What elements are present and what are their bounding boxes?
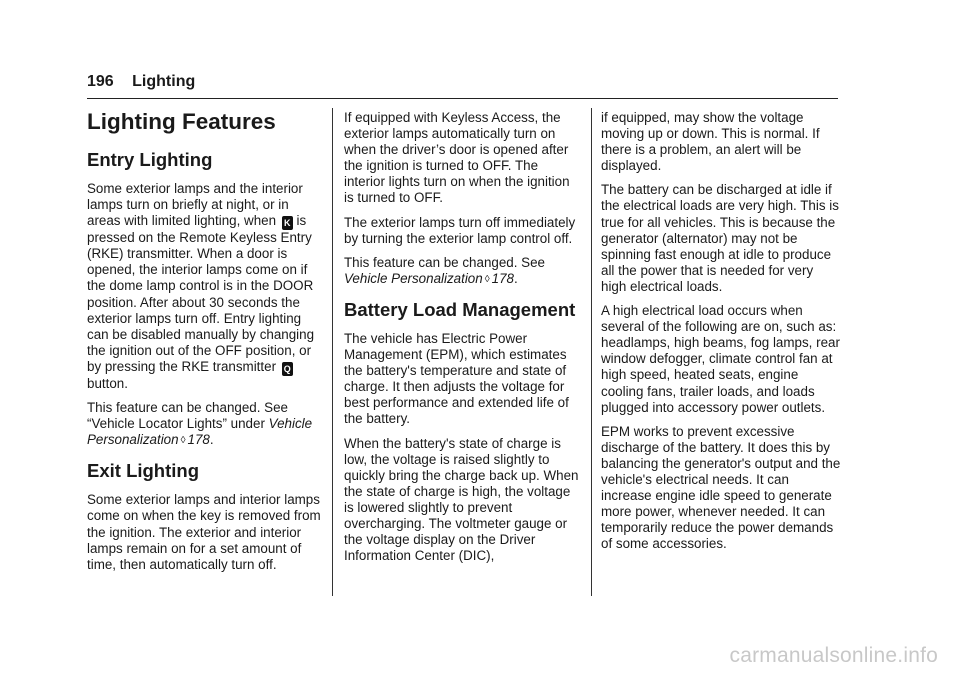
- column-2: [344, 110, 580, 572]
- text-span: is pressed on the Remote Keyless Entry (RKE) transmitter. When a door is opened, the interior lamps come on if the dome lamp control is in the DOOR position. After about 30 seconds the exterior lamps turn off. Entry lighting can be disabled manually by changing the ignition out of the OFF position, or by pressing the RKE transmitter: [87, 213, 315, 374]
- high-load-paragraph: A high electrical load occurs when several of the following are on, such as: headlamps, high beams, fog lamps, rear window defogger, climate control fan at high speed, heated seats, engine cooling fans, trailer loads, and loads plugged into accessory power outlets.: [601, 303, 840, 415]
- battery-discharge-paragraph: The battery can be discharged at idle if the electrical loads are very high. This is true for all vehicles. This is because the generator (alternator) may not be spinning fast enough at idle to produce all the power that is needed for very high electrical loads.: [601, 182, 839, 294]
- section-title: Lighting: [132, 73, 196, 90]
- reference-title: Vehicle Personalization: [344, 270, 483, 286]
- column-divider: [591, 108, 592, 596]
- unlock-icon: K: [282, 216, 293, 230]
- voltage-display-paragraph: if equipped, may show the voltage moving up or down. This is normal. If there is a problem, an alert will be displayed.: [601, 110, 820, 174]
- text-span: Some exterior lamps and the interior lamps turn on briefly at night, or in areas with limited lighting, when: [87, 181, 303, 229]
- lamps-off-paragraph: The exterior lamps turn off immediately by turning the exterior lamp control off.: [344, 214, 576, 246]
- reference-page: 178: [187, 432, 210, 448]
- entry-lighting-paragraph: [87, 181, 323, 392]
- page-number: 196: [87, 73, 114, 90]
- column-3: [601, 110, 841, 560]
- charge-state-paragraph: When the battery's state of charge is low, the voltage is raised slightly to quickly bring the charge back up. When the state of charge is high, the voltage is lowered slightly to prevent overcharging. The voltmeter gauge or the voltage display on the Driver Information Center (DIC),: [344, 435, 579, 564]
- text-span: This feature can be changed. See: [344, 254, 545, 270]
- epm-prevention-paragraph: EPM works to prevent excessive discharge of the battery. It does this by balancing the generator's output and the vehicle's electrical needs. It can increase engine idle speed to generate more power, whenever needed. It can temporarily reduce the power demands of some accessories.: [601, 423, 841, 552]
- text-span: .: [209, 432, 214, 448]
- page-reference-arrow-icon: ◊: [484, 273, 490, 285]
- text-span: .: [514, 270, 518, 286]
- keyless-access-paragraph: If equipped with Keyless Access, the exterior lamps automatically turn on when the driver’s door is opened after the ignition is turned to OFF. The interior lights turn on when the ignition is turned to OFF.: [344, 110, 570, 206]
- personalization-note: [344, 255, 580, 288]
- reference-title: Vehicle Personalization: [87, 416, 313, 448]
- remote-button-icon: Q: [283, 363, 291, 374]
- exit-lighting-heading: Exit Lighting: [87, 460, 200, 482]
- column-1: [87, 108, 323, 581]
- page-header: [87, 70, 838, 99]
- page-reference-arrow-icon: ◊: [180, 435, 186, 447]
- text-span: button.: [87, 375, 128, 391]
- epm-paragraph: The vehicle has Electric Power Management (EPM), which estimates the battery's temperature and state of charge. It then adjusts the voltage for best performance and extended life of the battery.: [344, 330, 569, 427]
- battery-load-heading: Battery Load Management: [344, 298, 576, 320]
- reference-page: 178: [491, 270, 514, 286]
- entry-lighting-heading: Entry Lighting: [87, 149, 213, 170]
- watermark: carmanualsonline.info: [729, 644, 938, 667]
- column-divider: [332, 108, 333, 596]
- text-span: This feature can be changed. See “Vehicle Locator Lights” under: [87, 400, 288, 432]
- entry-personalization-note: [87, 400, 323, 449]
- cross-reference-link[interactable]: [344, 271, 514, 286]
- chapter-heading: Lighting Features: [87, 109, 276, 134]
- exit-lighting-paragraph: Some exterior lamps and interior lamps come on when the key is removed from the ignition. The exterior and interior lamps remain on for a set amount of time, then automatically turn off.: [87, 492, 321, 572]
